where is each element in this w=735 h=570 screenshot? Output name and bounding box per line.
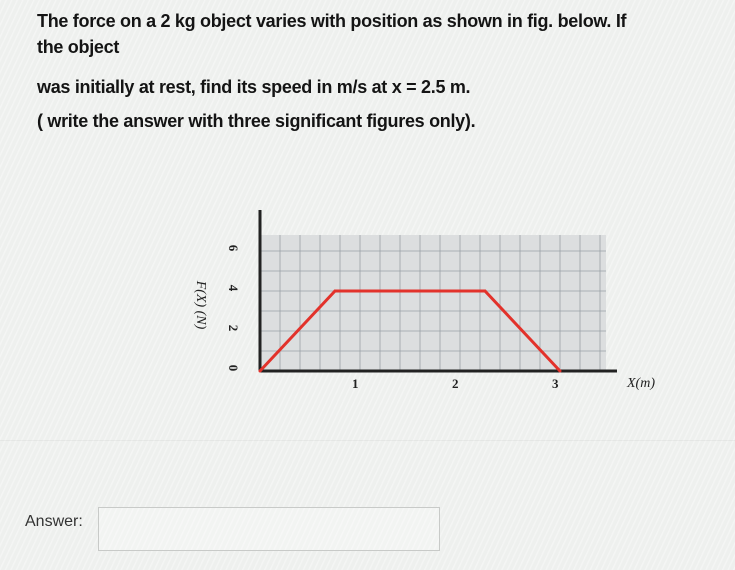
answer-input[interactable]: [98, 507, 440, 551]
y-axis-label: F(X) (N): [193, 280, 208, 330]
force-chart-svg: [165, 200, 705, 430]
y-tick-label: 6: [226, 244, 241, 252]
y-tick-label: 0: [226, 364, 241, 372]
x-tick-label: 2: [452, 376, 459, 391]
answer-label: Answer:: [25, 513, 83, 530]
x-axis-label: X(m): [627, 376, 655, 391]
section-divider: [0, 440, 735, 441]
x-tick-label: 1: [352, 376, 359, 391]
question-line: the object: [37, 37, 120, 57]
question-line: The force on a 2 kg object varies with position as shown in fig. below. If: [37, 11, 627, 31]
y-tick-label: 4: [226, 284, 241, 292]
question-text: [37, 8, 717, 134]
curve-point: [334, 290, 337, 293]
question-line: was initially at rest, find its speed in m/s at x = 2.5 m.: [37, 77, 471, 97]
force-position-graph: [165, 200, 705, 430]
curve-point: [259, 370, 262, 373]
x-tick-label: 3: [552, 376, 559, 391]
y-tick-labels: [226, 245, 241, 372]
curve-point: [559, 370, 562, 373]
x-tick-labels: [352, 376, 559, 391]
y-tick-label: 2: [226, 324, 241, 332]
question-line: ( write the answer with three significant figures only).: [37, 111, 476, 131]
curve-point: [484, 290, 487, 293]
